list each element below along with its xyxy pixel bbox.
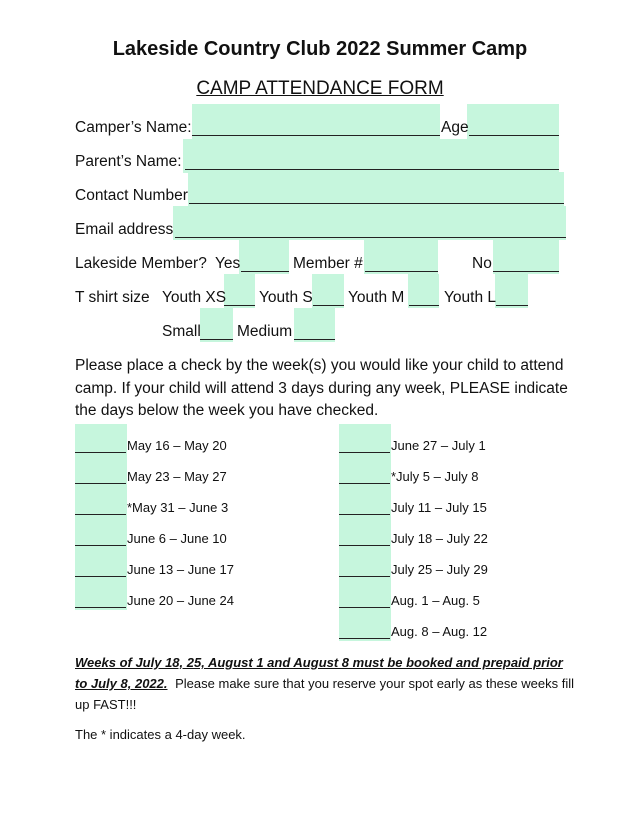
right-check-line bbox=[339, 576, 390, 577]
left-week-label: June 6 – June 10 bbox=[127, 531, 227, 546]
size-small-line bbox=[200, 339, 233, 340]
size-youth-s-line bbox=[313, 305, 344, 306]
member-number-field[interactable] bbox=[364, 240, 438, 274]
contact-number-line bbox=[189, 203, 564, 204]
left-check-line bbox=[75, 607, 126, 608]
no-line bbox=[493, 271, 559, 272]
left-week-label: June 20 – June 24 bbox=[127, 593, 234, 608]
parent-name-line bbox=[185, 169, 559, 170]
left-checkbox-field[interactable] bbox=[75, 517, 127, 548]
left-checkbox-field[interactable] bbox=[75, 548, 127, 579]
left-week-label: May 23 – May 27 bbox=[127, 469, 227, 484]
right-week-label: June 27 – July 1 bbox=[391, 438, 486, 453]
asterisk-note: The * indicates a 4-day week. bbox=[75, 727, 246, 742]
size-medium-line bbox=[294, 339, 335, 340]
left-week-label: *May 31 – June 3 bbox=[127, 500, 229, 515]
prepaid-rest: Please make sure that you reserve your spot early as these weeks fill up FAST!!! bbox=[75, 676, 574, 712]
age-line bbox=[469, 135, 559, 136]
instructions-paragraph: Please place a check by the week(s) you would like your child to attend camp. If your child will attend 3 days during any week, PLEASE indicate the days below the week you have checked. bbox=[75, 357, 568, 419]
size-medium-label: Medium bbox=[237, 323, 293, 340]
tshirt-label: T shirt size bbox=[75, 289, 150, 306]
parent-name-field[interactable] bbox=[183, 139, 559, 173]
right-check-line bbox=[339, 638, 390, 639]
right-checkbox-field[interactable] bbox=[339, 548, 391, 579]
right-check-line bbox=[339, 607, 390, 608]
right-checkbox-field[interactable] bbox=[339, 579, 391, 610]
right-week-label: Aug. 1 – Aug. 5 bbox=[391, 593, 480, 608]
right-check-line bbox=[339, 483, 390, 484]
member-question-label: Lakeside Member? bbox=[75, 255, 207, 272]
size-youth-m-label: Youth M bbox=[348, 289, 405, 306]
size-youth-m-line bbox=[409, 305, 439, 306]
member-number-label: Member # bbox=[293, 255, 363, 272]
prepaid-emphasis: Weeks of July 18, 25, August 1 and August 8 must be booked and prepaid prior to July 8, 2022. bbox=[75, 655, 563, 691]
email-field[interactable] bbox=[173, 206, 566, 240]
right-week-label: July 25 – July 29 bbox=[391, 562, 488, 577]
email-line bbox=[175, 237, 566, 238]
age-label: Age bbox=[441, 119, 469, 136]
left-checkbox-field[interactable] bbox=[75, 486, 127, 517]
right-week-label: Aug. 8 – Aug. 12 bbox=[391, 624, 488, 639]
yes-label: Yes bbox=[215, 255, 241, 272]
left-check-line bbox=[75, 483, 126, 484]
camper-name-label: Camper’s Name: bbox=[75, 119, 192, 136]
size-youth-l-field[interactable] bbox=[495, 274, 528, 308]
size-youth-s-label: Youth S bbox=[259, 289, 313, 306]
size-youth-m-field[interactable] bbox=[408, 274, 439, 308]
left-check-line bbox=[75, 545, 126, 546]
camper-name-field[interactable] bbox=[192, 104, 440, 139]
size-youth-l-line bbox=[496, 305, 528, 306]
left-checkbox-field[interactable] bbox=[75, 455, 127, 486]
left-check-line bbox=[75, 452, 126, 453]
size-youth-xs-line bbox=[224, 305, 255, 306]
member-yes-field[interactable] bbox=[239, 240, 289, 274]
size-small-field[interactable] bbox=[200, 308, 233, 342]
size-youth-xs-label: Youth XS bbox=[162, 289, 227, 306]
left-check-line bbox=[75, 514, 126, 515]
page-title: Lakeside Country Club 2022 Summer Camp bbox=[112, 38, 528, 60]
contact-number-label: Contact Number bbox=[75, 187, 188, 204]
left-checkbox-field[interactable] bbox=[75, 424, 127, 455]
parent-name-label: Parent’s Name: bbox=[75, 153, 182, 170]
member-number-line bbox=[365, 271, 438, 272]
camper-name-line bbox=[192, 135, 440, 136]
left-check-line bbox=[75, 576, 126, 577]
left-week-label: June 13 – June 17 bbox=[127, 562, 234, 577]
prepaid-note bbox=[75, 652, 575, 715]
form-subtitle: CAMP ATTENDANCE FORM bbox=[196, 78, 444, 99]
yes-line bbox=[241, 271, 289, 272]
contact-number-field[interactable] bbox=[188, 172, 564, 206]
right-check-line bbox=[339, 452, 390, 453]
right-week-label: July 18 – July 22 bbox=[391, 531, 488, 546]
right-checkbox-field[interactable] bbox=[339, 610, 391, 641]
size-youth-l-label: Youth L bbox=[444, 289, 497, 306]
right-checkbox-field[interactable] bbox=[339, 424, 391, 455]
left-checkbox-field[interactable] bbox=[75, 579, 127, 610]
size-medium-field[interactable] bbox=[294, 308, 335, 342]
email-label: Email address bbox=[75, 221, 174, 238]
right-checkbox-field[interactable] bbox=[339, 486, 391, 517]
no-label: No bbox=[472, 255, 492, 272]
size-youth-xs-field[interactable] bbox=[224, 274, 255, 308]
right-check-line bbox=[339, 514, 390, 515]
size-youth-s-field[interactable] bbox=[312, 274, 344, 308]
right-checkbox-field[interactable] bbox=[339, 517, 391, 548]
right-week-label: *July 5 – July 8 bbox=[391, 469, 479, 484]
age-field[interactable] bbox=[467, 104, 559, 139]
right-checkbox-field[interactable] bbox=[339, 455, 391, 486]
left-week-label: May 16 – May 20 bbox=[127, 438, 227, 453]
size-small-label: Small bbox=[162, 323, 201, 340]
right-week-label: July 11 – July 15 bbox=[391, 500, 487, 515]
right-check-line bbox=[339, 545, 390, 546]
member-no-field[interactable] bbox=[493, 240, 559, 274]
